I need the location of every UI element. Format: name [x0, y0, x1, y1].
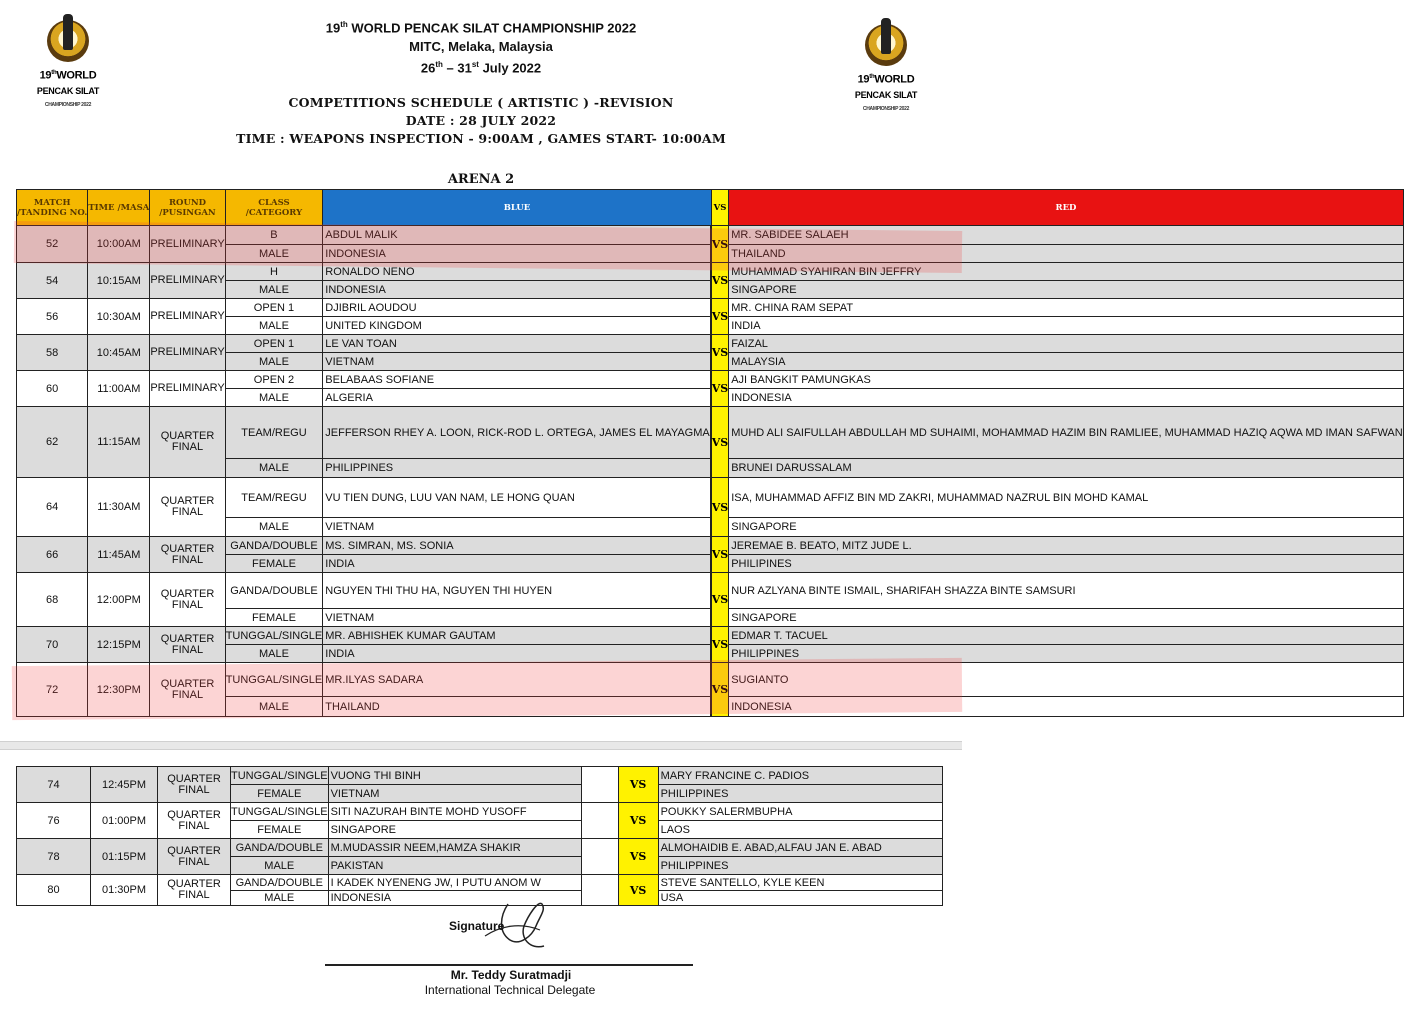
- red-athlete-name: POUKKY SALERMBUPHA: [658, 803, 942, 821]
- match-time: 10:45AM: [88, 335, 150, 371]
- match-class: TUNGGAL/SINGLE: [225, 663, 323, 697]
- col-header-match: MATCH /TANDING NO.: [17, 190, 88, 226]
- blue-athlete-name: VUONG THI BINH: [328, 767, 581, 785]
- match-class: TUNGGAL/SINGLE: [231, 767, 329, 785]
- red-athlete-country: INDONESIA: [729, 389, 1403, 407]
- signature-label: Signature: [449, 919, 505, 933]
- table-row: [17, 371, 1404, 389]
- match-number: 62: [17, 407, 88, 478]
- match-class: GANDA/DOUBLE: [225, 537, 323, 555]
- blue-athlete-country: INDIA: [323, 645, 710, 663]
- blue-athlete-country: INDIA: [323, 555, 710, 573]
- red-athlete-name: JEREMAE B. BEATO, MITZ JUDE L.: [729, 537, 1403, 555]
- table-row: [17, 627, 1404, 645]
- table-row: [17, 299, 1404, 317]
- blue-athlete-name: RONALDO NENO: [323, 263, 710, 281]
- blue-athlete-country: SINGAPORE: [328, 821, 581, 839]
- table-row: [17, 663, 1404, 697]
- blue-athlete-country: VIETNAM: [323, 518, 710, 537]
- schedule-time: TIME : WEAPONS INSPECTION - 9:00AM , GAMES START- 10:00AM: [236, 131, 726, 146]
- blue-athlete-name: BELABAAS SOFIANE: [323, 371, 710, 389]
- red-athlete-name: NUR AZLYANA BINTE ISMAIL, SHARIFAH SHAZZA BINTE SAMSURI: [729, 573, 1403, 609]
- red-athlete-country: PHILIPPINES: [658, 857, 942, 875]
- page-break-separator: [0, 741, 962, 750]
- blue-athlete-country: UNITED KINGDOM: [323, 317, 710, 335]
- match-round: PRELIMINARY: [150, 371, 225, 407]
- red-athlete-name: STEVE SANTELLO, KYLE KEEN: [658, 875, 942, 891]
- championship-logo-right: 19thWORLD PENCAK SILAT CHAMPIONSHIP 2022: [846, 24, 926, 114]
- match-class: B: [225, 226, 323, 245]
- blue-athlete-name: ABDUL MALIK: [323, 226, 710, 245]
- blue-athlete-country: INDONESIA: [328, 891, 581, 906]
- blue-athlete-name: SITI NAZURAH BINTE MOHD YUSOFF: [328, 803, 581, 821]
- match-round: QUARTER FINAL: [150, 627, 225, 663]
- match-round: QUARTER FINAL: [158, 767, 231, 803]
- blue-athlete-name: I KADEK NYENENG JW, I PUTU ANOM W: [328, 875, 581, 891]
- table-row: [17, 518, 1404, 537]
- match-class: GANDA/DOUBLE: [231, 839, 329, 857]
- blue-spacer-cell: [581, 803, 618, 839]
- match-gender: FEMALE: [231, 821, 329, 839]
- match-gender: MALE: [225, 518, 323, 537]
- arena-title: ARENA 2: [447, 172, 515, 187]
- vs-label: VS: [711, 478, 728, 537]
- blue-spacer-cell: [581, 839, 618, 875]
- match-time: 10:00AM: [88, 226, 150, 263]
- red-athlete-name: ISA, MUHAMMAD AFFIZ BIN MD ZAKRI, MUHAMMAD NAZRUL BIN MOHD KAMAL: [729, 478, 1403, 518]
- match-round: QUARTER FINAL: [150, 478, 225, 537]
- match-gender: MALE: [225, 645, 323, 663]
- championship-logo-left: 19thWORLD PENCAK SILAT CHAMPIONSHIP 2022: [28, 20, 108, 110]
- vs-label: VS: [618, 767, 658, 803]
- red-athlete-name: SUGIANTO: [729, 663, 1403, 697]
- match-round: QUARTER FINAL: [150, 573, 225, 627]
- match-number: 56: [17, 299, 88, 335]
- match-time: 11:15AM: [88, 407, 150, 478]
- table-row: [17, 478, 1404, 518]
- red-athlete-country: BRUNEI DARUSSALAM: [729, 459, 1403, 478]
- vs-label: VS: [618, 839, 658, 875]
- match-number: 70: [17, 627, 88, 663]
- signature-line: [325, 964, 693, 966]
- match-gender: FEMALE: [231, 785, 329, 803]
- red-athlete-country: PHILIPINES: [729, 555, 1403, 573]
- table-row: [17, 407, 1404, 459]
- championship-title: 19th WORLD PENCAK SILAT CHAMPIONSHIP 2022: [325, 20, 637, 36]
- table-header-row: [17, 190, 1404, 226]
- table-row: [17, 609, 1404, 627]
- vs-label: VS: [711, 537, 728, 573]
- match-time: 11:30AM: [88, 478, 150, 537]
- red-athlete-name: MARY FRANCINE C. PADIOS: [658, 767, 942, 785]
- match-class: TUNGGAL/SINGLE: [231, 803, 329, 821]
- schedule-table-part-1: [16, 189, 1404, 717]
- vs-label: VS: [711, 299, 728, 335]
- match-time: 01:00PM: [91, 803, 158, 839]
- red-athlete-country: SINGAPORE: [729, 281, 1403, 299]
- vs-label: VS: [618, 803, 658, 839]
- match-gender: MALE: [231, 891, 329, 906]
- blue-athlete-country: VIETNAM: [323, 353, 710, 371]
- vs-label: VS: [711, 663, 728, 717]
- table-row: [17, 335, 1404, 353]
- vs-label: VS: [711, 407, 728, 478]
- blue-athlete-name: MS. SIMRAN, MS. SONIA: [323, 537, 710, 555]
- championship-venue: MITC, Melaka, Malaysia: [409, 39, 553, 54]
- match-time: 12:15PM: [88, 627, 150, 663]
- match-round: QUARTER FINAL: [150, 537, 225, 573]
- match-time: 01:30PM: [91, 875, 158, 906]
- col-header-red: RED: [729, 190, 1403, 226]
- match-gender: FEMALE: [225, 555, 323, 573]
- schedule-table-part-2: [16, 766, 943, 906]
- blue-spacer-cell: [581, 767, 618, 803]
- blue-athlete-country: ALGERIA: [323, 389, 710, 407]
- match-number: 74: [17, 767, 91, 803]
- col-header-blue: BLUE: [323, 190, 711, 226]
- match-time: 10:15AM: [88, 263, 150, 299]
- table-row: [17, 839, 943, 857]
- red-athlete-country: INDONESIA: [729, 697, 1403, 717]
- match-number: 78: [17, 839, 91, 875]
- red-athlete-name: MUHD ALI SAIFULLAH ABDULLAH MD SUHAIMI, MOHAMMAD HAZIM BIN RAMLIEE, MUHAMMAD HAZIQ AQWA MD IMAN SAFWAN: [729, 407, 1403, 459]
- table-row: [17, 803, 943, 821]
- match-number: 64: [17, 478, 88, 537]
- match-number: 68: [17, 573, 88, 627]
- match-number: 76: [17, 803, 91, 839]
- blue-athlete-name: JEFFERSON RHEY A. LOON, RICK-ROD L. ORTEGA, JAMES EL MAYAGMA: [323, 407, 710, 459]
- blue-athlete-name: DJIBRIL AOUDOU: [323, 299, 710, 317]
- match-round: QUARTER FINAL: [150, 663, 225, 717]
- match-number: 72: [17, 663, 88, 717]
- match-class: OPEN 2: [225, 371, 323, 389]
- match-round: QUARTER FINAL: [158, 839, 231, 875]
- table-row: [17, 263, 1404, 281]
- red-athlete-name: MUHAMMAD SYAHIRAN BIN JEFFRY: [729, 263, 1403, 281]
- red-athlete-country: PHILIPPINES: [729, 645, 1403, 663]
- match-number: 58: [17, 335, 88, 371]
- match-class: TUNGGAL/SINGLE: [225, 627, 323, 645]
- blue-athlete-country: VIETNAM: [328, 785, 581, 803]
- blue-athlete-country: INDONESIA: [323, 245, 710, 263]
- blue-athlete-name: NGUYEN THI THU HA, NGUYEN THI HUYEN: [323, 573, 710, 609]
- col-header-time: TIME /MASA: [88, 190, 150, 226]
- match-time: 12:30PM: [88, 663, 150, 717]
- red-athlete-country: PHILIPPINES: [658, 785, 942, 803]
- match-gender: MALE: [225, 281, 323, 299]
- table-row: [17, 537, 1404, 555]
- schedule-title: COMPETITIONS SCHEDULE ( ARTISTIC ) -REVISION: [288, 95, 674, 110]
- match-class: TEAM/REGU: [225, 407, 323, 459]
- blue-athlete-country: PHILIPPINES: [323, 459, 710, 478]
- championship-dates: 26th – 31st July 2022: [420, 60, 542, 76]
- blue-athlete-country: VIETNAM: [323, 609, 710, 627]
- red-athlete-name: EDMAR T. TACUEL: [729, 627, 1403, 645]
- red-athlete-name: ALMOHAIDIB E. ABAD,ALFAU JAN E. ABAD: [658, 839, 942, 857]
- red-athlete-name: MR. SABIDEE SALAEH: [729, 226, 1403, 245]
- match-gender: FEMALE: [225, 609, 323, 627]
- match-number: 54: [17, 263, 88, 299]
- match-gender: MALE: [225, 317, 323, 335]
- red-athlete-country: USA: [658, 891, 942, 906]
- vs-label: VS: [711, 335, 728, 371]
- signatory-role: International Technical Delegate: [424, 983, 596, 997]
- col-header-class: CLASS /CATEGORY: [225, 190, 323, 226]
- match-round: PRELIMINARY: [150, 335, 225, 371]
- table-row: [17, 875, 943, 891]
- col-header-round: ROUND /PUSINGAN: [150, 190, 225, 226]
- match-time: 01:15PM: [91, 839, 158, 875]
- document-header: [0, 0, 962, 170]
- blue-athlete-name: MR.ILYAS SADARA: [323, 663, 710, 697]
- vs-label: VS: [711, 263, 728, 299]
- table-row: [17, 226, 1404, 245]
- schedule-date: DATE : 28 JULY 2022: [405, 113, 557, 128]
- red-athlete-country: THAILAND: [729, 245, 1403, 263]
- match-class: OPEN 1: [225, 335, 323, 353]
- blue-athlete-name: MR. ABHISHEK KUMAR GAUTAM: [323, 627, 710, 645]
- match-round: PRELIMINARY: [150, 263, 225, 299]
- table-row: [17, 459, 1404, 478]
- match-gender: MALE: [231, 857, 329, 875]
- vs-label: VS: [711, 226, 728, 263]
- match-round: PRELIMINARY: [150, 226, 225, 263]
- red-athlete-name: MR. CHINA RAM SEPAT: [729, 299, 1403, 317]
- table-row: [17, 555, 1404, 573]
- blue-athlete-country: INDONESIA: [323, 281, 710, 299]
- red-athlete-country: LAOS: [658, 821, 942, 839]
- match-time: 11:45AM: [88, 537, 150, 573]
- match-class: GANDA/DOUBLE: [225, 573, 323, 609]
- red-athlete-country: INDIA: [729, 317, 1403, 335]
- blue-athlete-name: LE VAN TOAN: [323, 335, 710, 353]
- red-athlete-name: FAIZAL: [729, 335, 1403, 353]
- vs-label: VS: [711, 371, 728, 407]
- match-number: 66: [17, 537, 88, 573]
- vs-label: VS: [618, 875, 658, 906]
- match-gender: MALE: [225, 389, 323, 407]
- match-gender: MALE: [225, 697, 323, 717]
- vs-label: VS: [711, 573, 728, 627]
- table-row: [17, 697, 1404, 717]
- blue-spacer-cell: [581, 875, 618, 906]
- match-class: H: [225, 263, 323, 281]
- blue-athlete-name: M.MUDASSIR NEEM,HAMZA SHAKIR: [328, 839, 581, 857]
- blue-athlete-country: THAILAND: [323, 697, 710, 717]
- match-gender: MALE: [225, 245, 323, 263]
- col-header-vs: VS: [711, 190, 728, 226]
- table-row: [17, 767, 943, 785]
- match-class: TEAM/REGU: [225, 478, 323, 518]
- match-gender: MALE: [225, 353, 323, 371]
- match-time: 11:00AM: [88, 371, 150, 407]
- match-number: 60: [17, 371, 88, 407]
- table-row: [17, 573, 1404, 609]
- red-athlete-country: SINGAPORE: [729, 609, 1403, 627]
- red-athlete-country: MALAYSIA: [729, 353, 1403, 371]
- match-time: 12:00PM: [88, 573, 150, 627]
- match-round: QUARTER FINAL: [150, 407, 225, 478]
- match-gender: MALE: [225, 459, 323, 478]
- match-time: 10:30AM: [88, 299, 150, 335]
- table-row: [17, 645, 1404, 663]
- red-athlete-name: AJI BANGKIT PAMUNGKAS: [729, 371, 1403, 389]
- match-round: PRELIMINARY: [150, 299, 225, 335]
- match-time: 12:45PM: [91, 767, 158, 803]
- blue-athlete-name: VU TIEN DUNG, LUU VAN NAM, LE HONG QUAN: [323, 478, 710, 518]
- blue-athlete-country: PAKISTAN: [328, 857, 581, 875]
- signatory-name: Mr. Teddy Suratmadji: [450, 968, 572, 982]
- vs-label: VS: [711, 627, 728, 663]
- match-class: GANDA/DOUBLE: [231, 875, 329, 891]
- match-round: QUARTER FINAL: [158, 875, 231, 906]
- match-class: OPEN 1: [225, 299, 323, 317]
- match-number: 52: [17, 226, 88, 263]
- match-round: QUARTER FINAL: [158, 803, 231, 839]
- match-number: 80: [17, 875, 91, 906]
- red-athlete-country: SINGAPORE: [729, 518, 1403, 537]
